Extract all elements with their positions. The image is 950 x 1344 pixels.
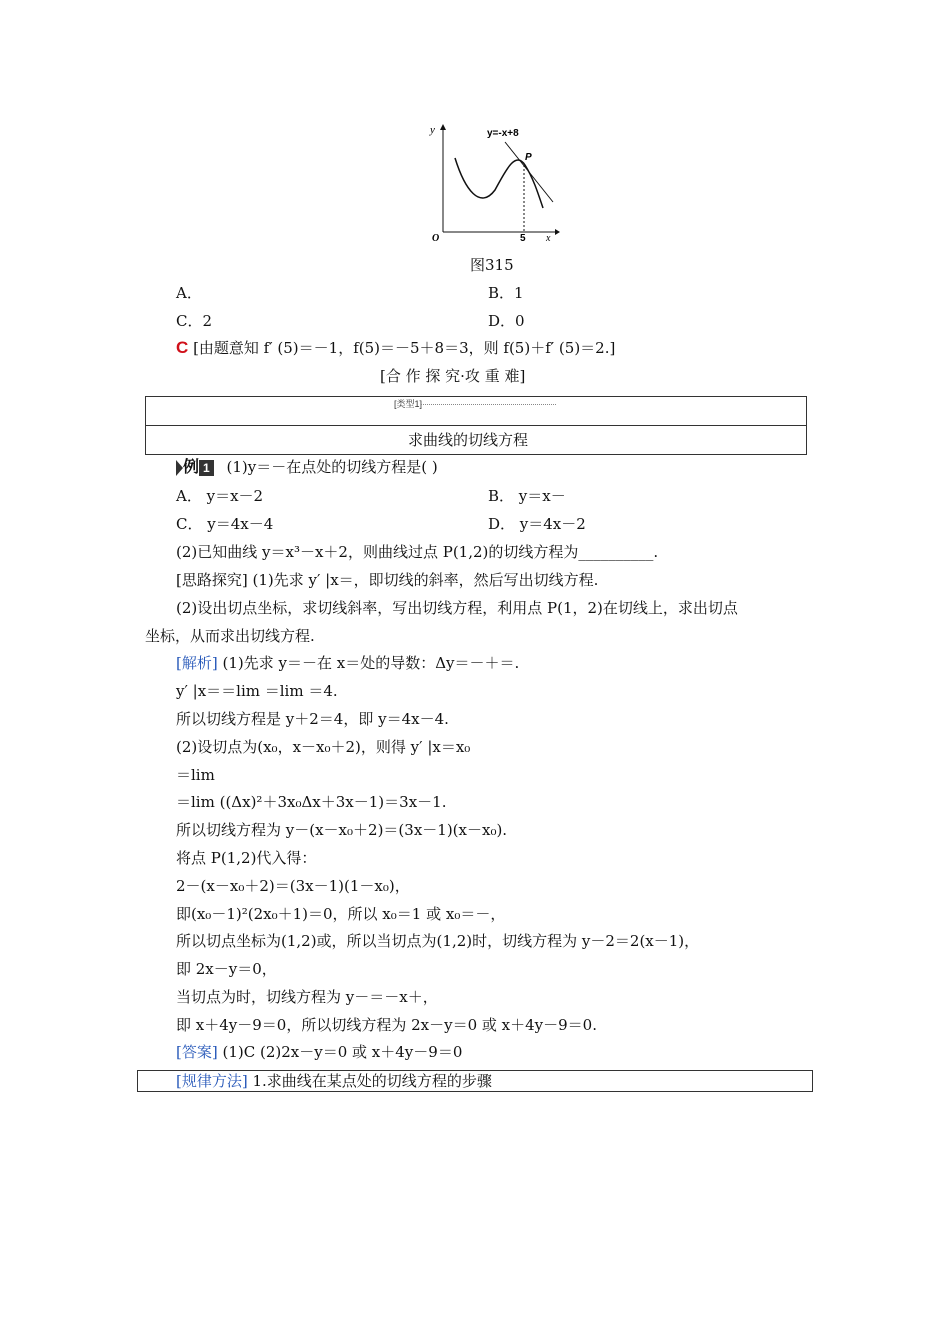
solution-text-5: ＝lim [176,766,215,784]
example-marker-icon [176,460,183,476]
example-choice-c: C． y＝4x－4 [176,515,274,533]
final-answer-line [176,1042,462,1062]
example-question-2: (2)已知曲线 y＝x³－x＋2，则曲线过点 P(1,2)的切线方程为__________. [176,543,659,561]
figure-caption: 图315 [470,256,514,274]
thinking-line-1 [176,570,598,590]
solution-text-3: 所以切线方程是 y＋2＝4，即 y＝4x－4. [176,710,449,728]
answer-text: (1)C (2)2x－y＝0 或 x＋4y－9＝0 [222,1043,463,1061]
y-axis-label: y [430,124,435,136]
thinking-text-2b: 坐标，从而求出切线方程. [145,627,315,645]
function-graph-figure [425,120,560,245]
section-title: [合 作 探 究·攻 重 难] [380,367,526,385]
solution-text-9: 2－(x－x₀＋2)＝(3x－1)(1－x₀)， [176,877,410,895]
example-number-badge: 1 [199,460,214,476]
type-tag: [类型1] [394,399,423,409]
example-choice-a: A． y＝x－2 [176,487,264,505]
method-text: 1.求曲线在某点处的切线方程的步骤 [252,1072,492,1090]
solution-label: [解析] [176,654,218,672]
choice-d: D．0 [488,312,525,330]
x-tick-label: 5 [520,233,526,244]
example-q1-text: (1)y＝－在点处的切线方程是( ) [226,458,438,476]
tangent-line [505,142,553,202]
method-line [176,1071,492,1091]
example-label: 例 [183,459,200,476]
line-label: y=-x+8 [487,128,519,139]
solution-line-1 [176,653,519,673]
solution-text-14: 即 x＋4y－9＝0，所以切线方程为 2x－y＝0 或 x＋4y－9＝0. [176,1016,597,1034]
choice-c: C．2 [176,312,213,330]
y-axis-arrow [440,124,446,130]
solution-text-13: 当切点为时，切线方程为 y－＝－x＋， [176,988,438,1006]
example-choice-d: D． y＝4x－2 [488,515,586,533]
solution-text-4: (2)设切点为(x₀，x－x₀＋2)，则得 y′ |x＝x₀ [176,738,471,756]
function-curve [455,158,543,208]
method-label: [规律方法] [176,1072,248,1090]
solution-text-10: 即(x₀－1)²(2x₀＋1)＝0，所以 x₀＝1 或 x₀＝－， [176,905,506,923]
answer-line [176,338,615,358]
x-axis-arrow [555,229,560,235]
answer-label: [答案] [176,1043,218,1061]
example-question-1 [176,457,438,478]
point-label: P [525,152,532,163]
solution-text-8: 将点 P(1,2)代入得： [176,849,317,867]
solution-text-7: 所以切线方程为 y－(x－x₀＋2)＝(3x－1)(x－x₀). [176,821,508,839]
answer-explanation: [由题意知 f′ (5)＝－1，f(5)＝－5＋8＝3，则 f(5)＋f′ (5)＝2.] [193,339,616,357]
topic-title-box [145,425,807,455]
solution-text-12: 即 2x－y＝0， [176,960,277,978]
type-tag-dots [421,404,556,405]
graph-svg [425,120,560,245]
origin-label: O [432,233,440,244]
choice-b: B．1 [488,284,524,302]
type-header-box [145,396,807,426]
method-box [137,1070,813,1092]
solution-text-1: (1)先求 y＝－在 x＝处的导数：Δy＝－＋＝. [222,654,520,672]
solution-text-2: y′ |x＝＝lim ＝lim ＝4. [176,682,338,700]
x-axis-label: x [546,233,551,244]
topic-title: 求曲线的切线方程 [408,431,529,449]
thinking-text-1: (1)先求 y′ |x＝，即切线的斜率，然后写出切线方程. [252,571,599,589]
solution-text-11: 所以切点坐标为(1,2)或，所以当切点为(1,2)时，切线方程为 y－2＝2(x－1)， [176,932,700,950]
solution-text-6: ＝lim ((Δx)²＋3x₀Δx＋3x－1)＝3x－1. [176,793,447,811]
answer-letter: C [176,338,189,357]
example-choice-b: B． y＝x－ [488,487,566,505]
thinking-label: [思路探究] [176,571,248,589]
choice-a: A． [176,284,202,302]
thinking-text-2a: (2)设出切点坐标，求切线斜率，写出切线方程，利用点 P(1，2)在切线上，求出切点 [176,599,738,617]
